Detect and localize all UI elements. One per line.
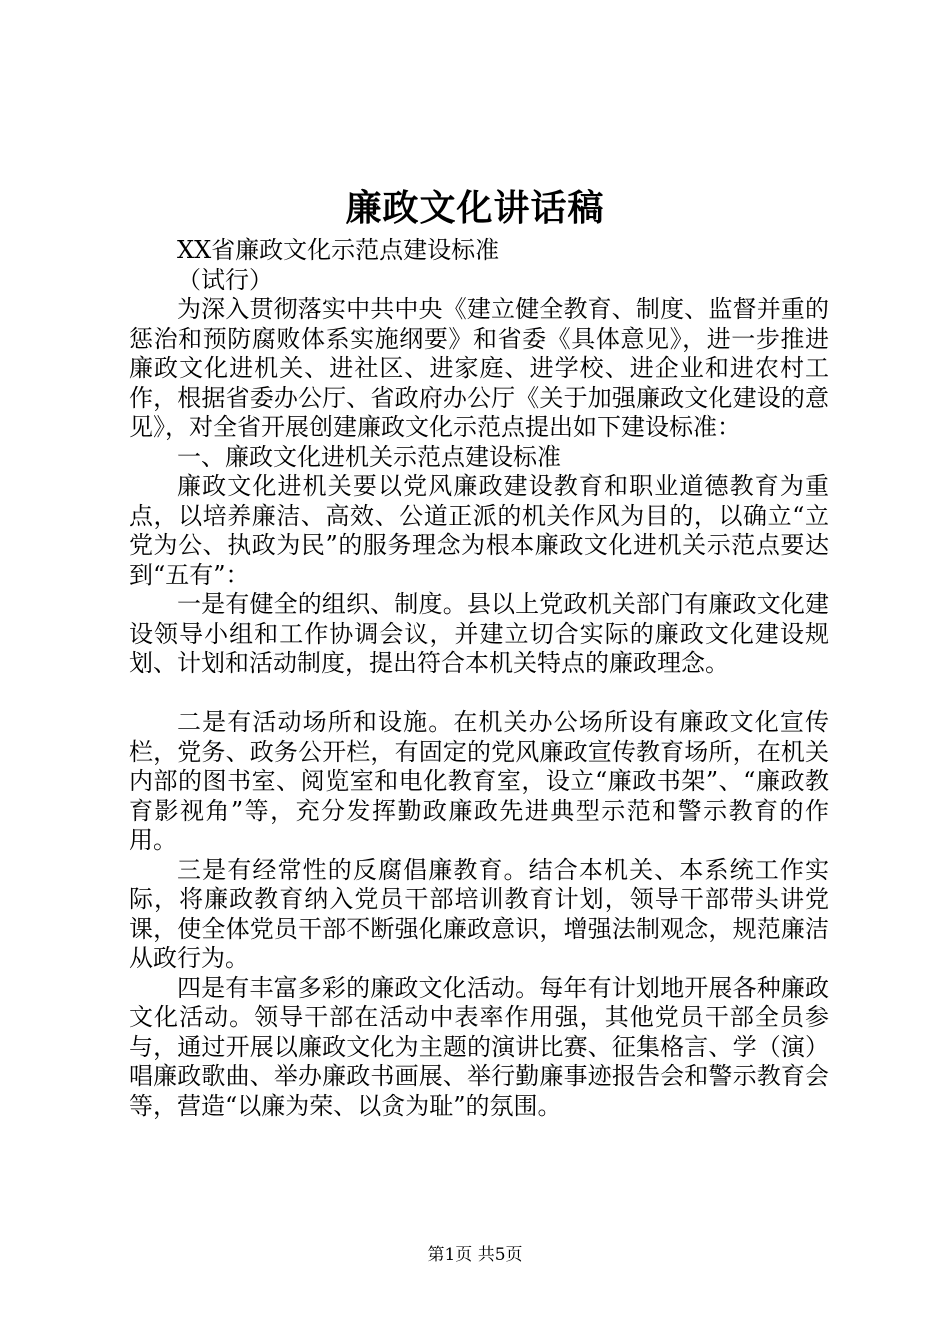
section-heading: 一、廉政文化进机关示范点建设标准 xyxy=(177,442,561,471)
section-intro-paragraph: 廉政文化进机关要以党风廉政建设教育和职业道德教育为重点，以培养廉洁、高效、公道正派的机关作风为目的，以确立“立党为公、执政为民”的服务理念为根本廉政文化进机关示范点要达到“五有”： xyxy=(129,472,829,589)
document-title: 廉政文化讲话稿 xyxy=(345,187,605,229)
document-body xyxy=(129,236,829,1121)
intro-paragraph: 为深入贯彻落实中共中央《建立健全教育、制度、监督并重的惩治和预防腐败体系实施纲要》和省委《具体意见》，进一步推进廉政文化进机关、进社区、进家庭、进学校、进企业和进农村工作，根据省委办公厅、省政府办公厅《关于加强廉政文化建设的意见》，对全省开展创建廉政文化示范点提出如下建设标准： xyxy=(129,295,829,441)
standard-heading: XX省廉政文化示范点建设标准 xyxy=(177,236,500,264)
item-two-paragraph: 二是有活动场所和设施。在机关办公场所设有廉政文化宣传栏，党务、政务公开栏，有固定的党风廉政宣传教育场所，在机关内部的图书室、阅览室和电化教育室，设立“廉政书架”、“廉政教育影视角”等，充分发挥勤政廉政先进典型示范和警示教育的作用。 xyxy=(129,708,829,854)
item-four-paragraph: 四是有丰富多彩的廉政文化活动。每年有计划地开展各种廉政文化活动。领导干部在活动中表率作用强，其他党员干部全员参与，通过开展以廉政文化为主题的演讲比赛、征集格言、学（演）唱廉政歌曲、举办廉政书画展、举行勤廉事迹报告会和警示教育会等，营造“以廉为荣、以贪为耻”的氛围。 xyxy=(129,973,829,1120)
trial-note: （试行） xyxy=(177,265,273,294)
page-number-footer: 第1页 共5页 xyxy=(427,1245,523,1265)
item-one-paragraph: 一是有健全的组织、制度。县以上党政机关部门有廉政文化建设领导小组和工作协调会议，并建立切合实际的廉政文化建设规划、计划和活动制度，提出符合本机关特点的廉政理念。 xyxy=(129,590,829,677)
item-three-paragraph: 三是有经常性的反腐倡廉教育。结合本机关、本系统工作实际，将廉政教育纳入党员干部培训教育计划，领导干部带头讲党课，使全体党员干部不断强化廉政意识，增强法制观念，规范廉洁从政行为。 xyxy=(129,855,829,972)
